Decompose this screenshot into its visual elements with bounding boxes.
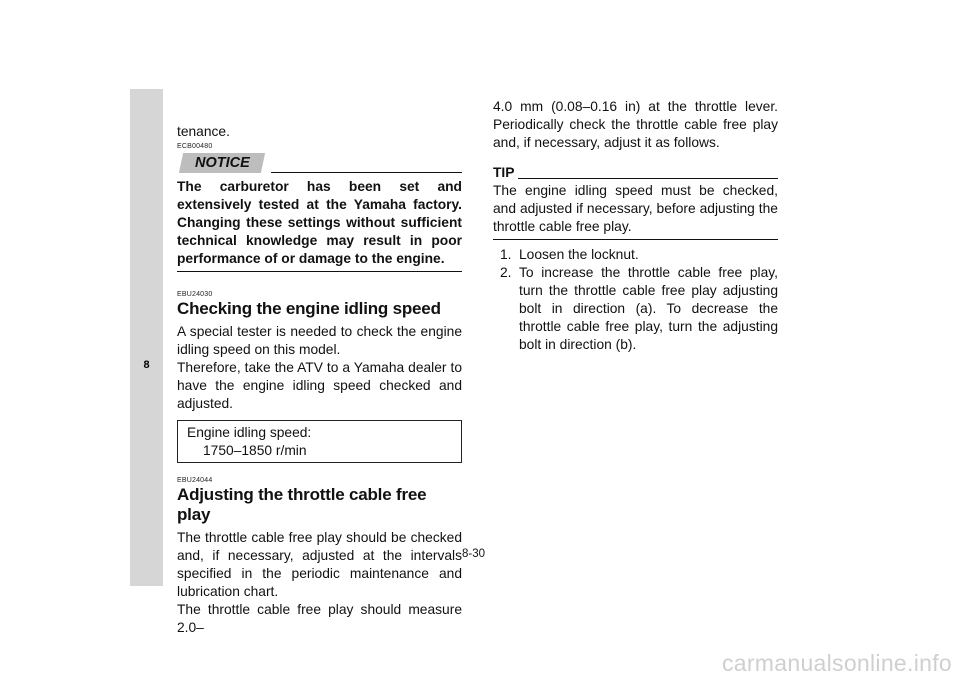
notice-text: The carburetor has been set and extensively tested at the Yamaha factory. Changing these settings without sufficient technical knowledge may result in poor performance of or damage to the engine.	[177, 178, 462, 272]
chapter-side-tab	[130, 89, 163, 586]
step-text: Loosen the locknut.	[519, 247, 639, 262]
notice-badge-label: NOTICE	[194, 155, 250, 171]
continued-text: tenance.	[177, 124, 230, 139]
notice-code: ECB00480	[177, 143, 213, 150]
chapter-number: 8	[143, 359, 150, 371]
notice-badge	[179, 153, 265, 173]
step-number: 2.	[500, 265, 512, 280]
paragraph: A special tester is needed to check the engine idling speed on this model.	[177, 324, 462, 357]
tip-rule	[518, 178, 778, 179]
section-code: EBU24044	[177, 477, 213, 484]
spec-label: Engine idling speed:	[187, 425, 312, 440]
notice-rule	[271, 172, 462, 173]
spec-box	[177, 420, 462, 463]
paragraph: The throttle cable free play should be checked and, if necessary, adjusted at the intervals specified in the periodic maintenance and lubrication chart.	[177, 530, 462, 599]
steps-list	[493, 246, 778, 354]
list-item	[493, 264, 778, 354]
step-text: To increase the throttle cable free play, turn the throttle cable free play adjusting bolt in direction (a). To decrease the throttle cable free play, turn the adjusting bolt in direction (b).	[519, 265, 778, 352]
continued-text: 4.0 mm (0.08–0.16 in) at the throttle lever. Periodically check the throttle cable free play and, if necessary, adjust it as follows.	[493, 99, 778, 150]
tip-header	[493, 165, 778, 181]
step-number: 1.	[500, 247, 512, 262]
page-number: 8-30	[462, 548, 486, 560]
notice-header	[177, 152, 462, 174]
paragraph: Therefore, take the ATV to a Yamaha dealer to have the engine idling speed checked and adjusted.	[177, 360, 462, 411]
left-column	[177, 120, 462, 637]
section-heading: Checking the engine idling speed	[177, 299, 441, 318]
list-item	[493, 246, 778, 264]
watermark: carmanualsonline.info	[721, 650, 952, 676]
section-heading: Adjusting the throttle cable free play	[177, 485, 427, 524]
section-code: EBU24030	[177, 291, 213, 298]
tip-label: TIP	[493, 165, 515, 180]
right-column	[493, 99, 778, 354]
paragraph: The throttle cable free play should measure 2.0–	[177, 602, 462, 635]
tip-text: The engine idling speed must be checked, and adjusted if necessary, before adjusting the throttle cable free play.	[493, 182, 778, 240]
spec-value: 1750–1850 r/min	[203, 443, 307, 458]
